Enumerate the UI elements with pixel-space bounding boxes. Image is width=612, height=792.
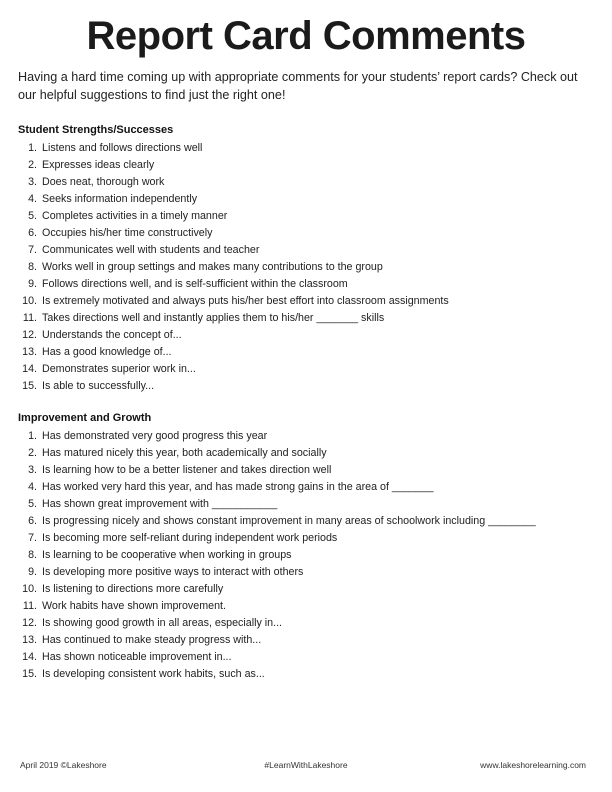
strengths-section (18, 123, 598, 395)
footer-website: www.lakeshorelearning.com (480, 760, 586, 770)
list-item (18, 445, 598, 462)
list-item (18, 242, 598, 259)
list-item-number: 7. (28, 532, 37, 544)
improvement-list (18, 428, 598, 683)
list-item-text: Works well in group settings and makes many contributions to the group (42, 261, 383, 273)
footer-date: April 2019 ©Lakeshore (20, 760, 107, 770)
list-item (18, 259, 598, 276)
list-item-text: Seeks information independently (42, 193, 198, 205)
list-item-number: 14. (22, 363, 37, 375)
list-item (18, 140, 598, 157)
list-item-text: Is able to successfully... (42, 380, 155, 392)
list-item-text: Is becoming more self-reliant during independent work periods (42, 532, 338, 544)
list-item-text: Is developing consistent work habits, such as... (42, 668, 265, 680)
list-item-text: Understands the concept of... (42, 329, 182, 341)
list-item (18, 378, 598, 395)
footer-hashtag: #LearnWithLakeshore (264, 760, 348, 770)
list-item-number: 8. (28, 549, 37, 561)
list-item-text: Demonstrates superior work in... (42, 363, 196, 375)
list-item-number: 1. (28, 142, 37, 154)
list-item-text: Expresses ideas clearly (42, 159, 155, 171)
list-item (18, 174, 598, 191)
list-item-number: 2. (28, 159, 37, 171)
list-item (18, 208, 598, 225)
list-item (18, 479, 598, 496)
list-item-text: Occupies his/her time constructively (42, 227, 213, 239)
list-item (18, 496, 598, 513)
list-item-text: Has matured nicely this year, both academically and socially (42, 447, 327, 459)
improvement-section (18, 411, 598, 683)
list-item-text: Has worked very hard this year, and has made strong gains in the area of _______ (42, 481, 434, 493)
list-item-text: Completes activities in a timely manner (42, 210, 228, 222)
list-item (18, 327, 598, 344)
list-item (18, 225, 598, 242)
list-item (18, 276, 598, 293)
list-item-number: 9. (28, 278, 37, 290)
list-item-number: 9. (28, 566, 37, 578)
list-item-number: 12. (22, 329, 37, 341)
list-item-text: Communicates well with students and teacher (42, 244, 260, 256)
list-item-text: Is listening to directions more carefully (42, 583, 224, 595)
list-item (18, 157, 598, 174)
list-item-text: Is showing good growth in all areas, especially in... (42, 617, 283, 629)
list-item-number: 1. (28, 430, 37, 442)
list-item-number: 5. (28, 498, 37, 510)
list-item-text: Work habits have shown improvement. (42, 600, 226, 612)
list-item-number: 5. (28, 210, 37, 222)
improvement-heading: Improvement and Growth (18, 412, 152, 424)
list-item-number: 4. (28, 193, 37, 205)
list-item-text: Has continued to make steady progress with... (42, 634, 262, 646)
list-item (18, 530, 598, 547)
list-item-number: 10. (22, 295, 37, 307)
list-item-text: Is learning how to be a better listener and takes direction well (42, 464, 332, 476)
list-item-number: 15. (22, 668, 37, 680)
intro-text: Having a hard time coming up with appropriate comments for your students’ report cards? Check out our helpful suggestions to find just the right one! (18, 70, 578, 102)
list-item-text: Has shown noticeable improvement in... (42, 651, 232, 663)
list-item-number: 12. (22, 617, 37, 629)
list-item-text: Listens and follows directions well (42, 142, 203, 154)
list-item-text: Is developing more positive ways to interact with others (42, 566, 304, 578)
list-item-number: 11. (22, 600, 37, 612)
list-item (18, 462, 598, 479)
list-item (18, 361, 598, 378)
list-item-text: Has demonstrated very good progress this year (42, 430, 268, 442)
list-item (18, 428, 598, 445)
list-item-number: 4. (28, 481, 37, 493)
list-item-text: Does neat, thorough work (42, 176, 165, 188)
list-item-text: Is extremely motivated and always puts his/her best effort into classroom assignments (42, 295, 449, 307)
list-item (18, 581, 598, 598)
list-item (18, 666, 598, 683)
list-item-number: 6. (28, 515, 37, 527)
list-item (18, 598, 598, 615)
list-item-text: Has a good knowledge of... (42, 346, 172, 358)
list-item-number: 13. (22, 346, 37, 358)
strengths-heading: Student Strengths/Successes (18, 124, 174, 136)
list-item-number: 14. (22, 651, 37, 663)
list-item (18, 632, 598, 649)
list-item (18, 649, 598, 666)
list-item (18, 344, 598, 361)
list-item-number: 3. (28, 464, 37, 476)
list-item (18, 615, 598, 632)
list-item (18, 513, 598, 530)
list-item (18, 564, 598, 581)
list-item-text: Has shown great improvement with ___________ (42, 498, 278, 510)
list-item-number: 8. (28, 261, 37, 273)
list-item (18, 191, 598, 208)
list-item-number: 7. (28, 244, 37, 256)
list-item (18, 547, 598, 564)
list-item-number: 10. (22, 583, 37, 595)
list-item-text: Is learning to be cooperative when working in groups (42, 549, 292, 561)
list-item (18, 293, 598, 310)
list-item-number: 11. (22, 312, 37, 324)
list-item-text: Follows directions well, and is self-sufficient within the classroom (42, 278, 348, 290)
list-item-number: 3. (28, 176, 37, 188)
list-item-text: Takes directions well and instantly applies them to his/her _______ skills (42, 312, 385, 324)
page-title: Report Card Comments (86, 14, 526, 58)
list-item-number: 15. (22, 380, 37, 392)
list-item-text: Is progressing nicely and shows constant improvement in many areas of schoolwork including ________ (42, 515, 536, 527)
list-item-number: 13. (22, 634, 37, 646)
strengths-list (18, 140, 598, 395)
list-item-number: 6. (28, 227, 37, 239)
list-item (18, 310, 598, 327)
list-item-number: 2. (28, 447, 37, 459)
